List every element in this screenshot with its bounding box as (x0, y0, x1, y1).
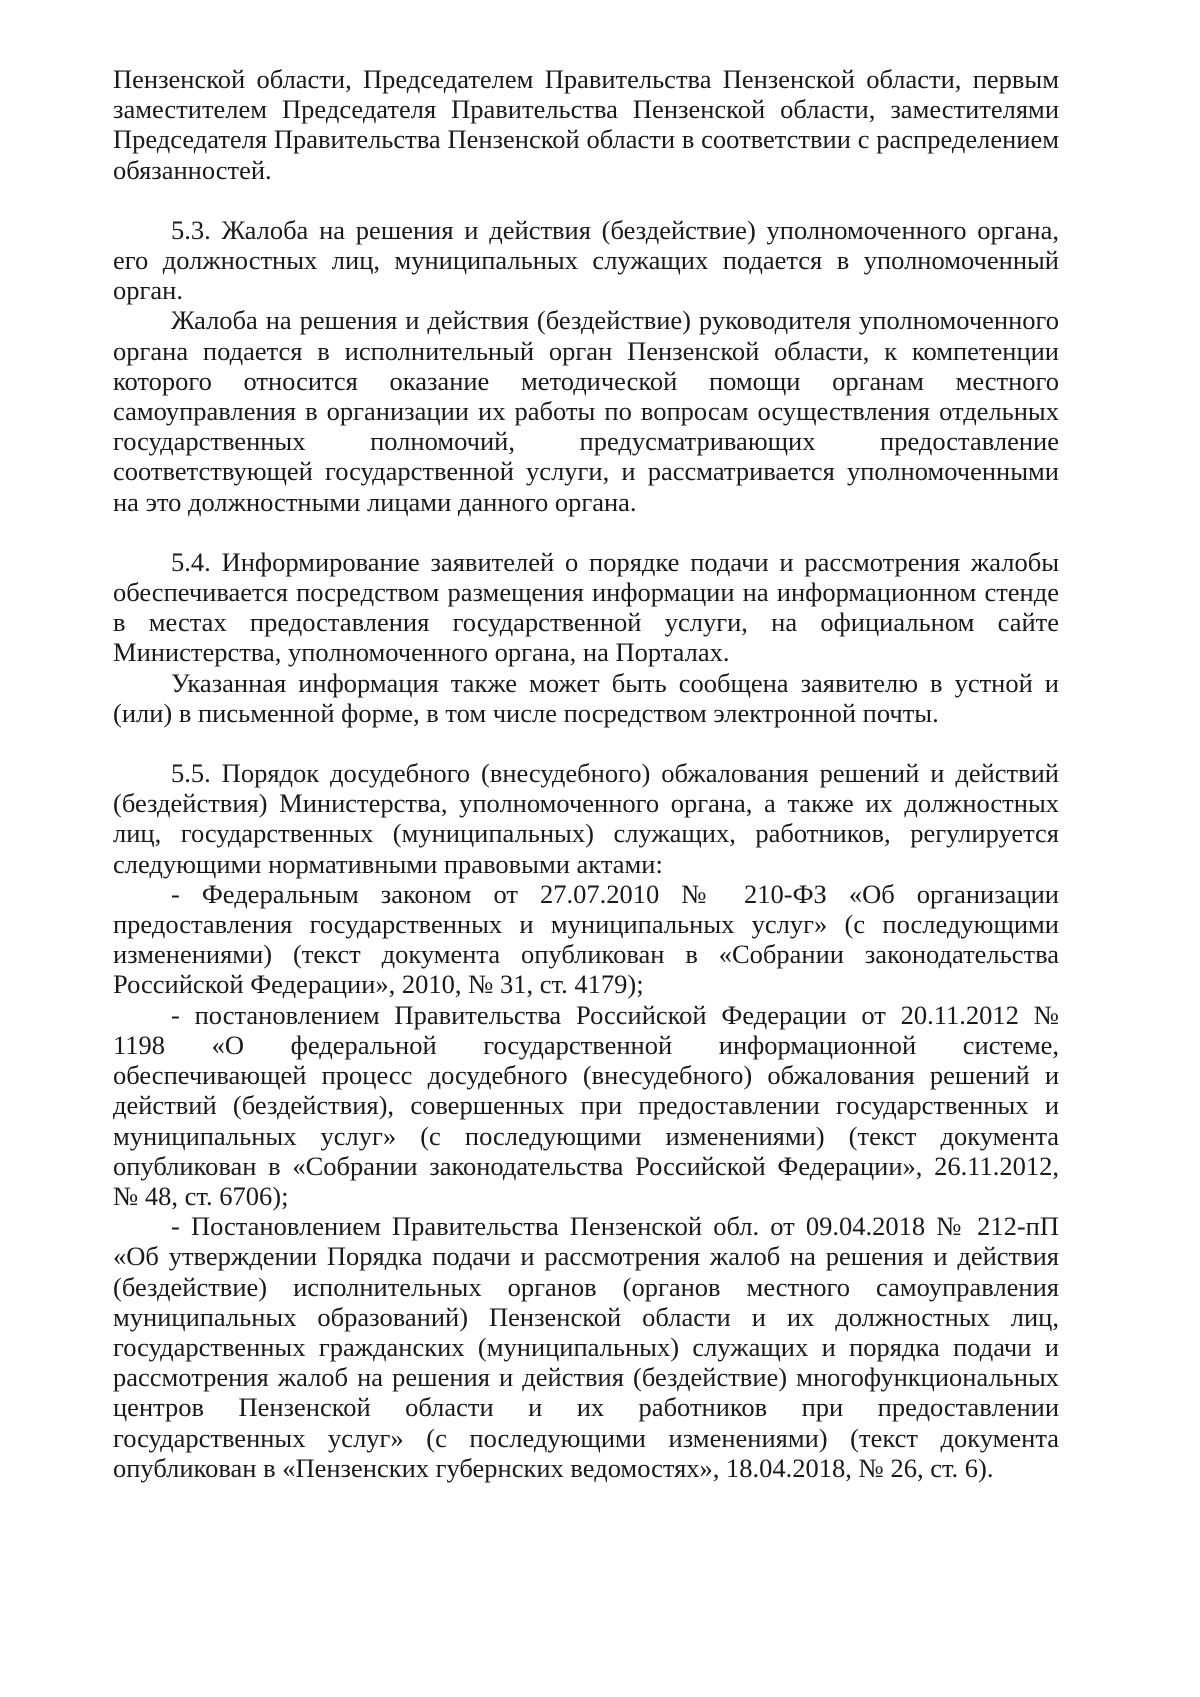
paragraph-5-5: 5.5. Порядок досудебного (внесудебного) обжалования решений и действий (бездействия) Министерства, уполномоченного органа, а также их должностных лиц, государственных (муниципальных) служащих, работников, регулируется следующими нормативными правовыми актами: (113, 758, 1059, 879)
document-page (113, 64, 1059, 1483)
paragraph-5-3-complaint-head: Жалоба на решения и действия (бездействие) руководителя уполномоченного органа подается в исполнительный орган Пензенской области, к компетенции которого относится оказание методической помощи органам местного самоуправления в организации их работы по вопросам осуществления отдельных государственных полномочий, предусматривающих предоставление соответствующей государственной услуги, и рассматривается уполномоченными на это должностными лицами данного органа. (113, 305, 1059, 517)
paragraph-continuation: Пензенской области, Председателем Правительства Пензенской области, первым заместителем Председателя Правительства Пензенской области, заместителями Председателя Правительства Пензенской области в соответствии с распределением обязанностей. (113, 64, 1059, 185)
paragraph-5-3: 5.3. Жалоба на решения и действия (бездействие) уполномоченного органа, его должностных лиц, муниципальных служащих подается в уполномоченный орган. (113, 214, 1059, 306)
paragraph-5-4-info: Указанная информация также может быть сообщена заявителю в устной и (или) в письменной форме, в том числе посредством электронной почты. (113, 667, 1059, 728)
list-item-rf-resolution: - постановлением Правительства Российской Федерации от 20.11.2012 № 1198 «О федеральной государственной информационной системе, обеспечивающей процесс досудебного (внесудебного) обжалования решений и действий (бездействия), совершенных при предоставлении государственных и муниципальных услуг» (с последующими изменениями) (текст документа опубликован в «Собрании законодательства Российской Федерации», 26.11.2012, № 48, ст. 6706); (113, 999, 1059, 1211)
paragraph-5-4: 5.4. Информирование заявителей о порядке подачи и рассмотрения жалобы обеспечивается посредством размещения информации на информационном стенде в местах предоставления государственной услуги, на официальном сайте Министерства, уполномоченного органа, на Порталах. (113, 546, 1059, 668)
list-item-penza-resolution: - Постановлением Правительства Пензенской обл. от 09.04.2018 № 212-пП «Об утверждении Порядка подачи и рассмотрения жалоб на решения и действия (бездействие) исполнительных органов (органов местного самоуправления муниципальных образований) Пензенской области и их должностных лиц, государственных гражданских (муниципальных) служащих и порядка подачи и рассмотрения жалоб на решения и действия (бездействие) многофункциональных центров Пензенской области и их работников при предоставлении государственных услуг» (с последующими изменениями) (текст документа опубликован в «Пензенских губернских ведомостях», 18.04.2018, № 26, ст. 6). (113, 1211, 1059, 1483)
list-item-federal-law: - Федеральным законом от 27.07.2010 № 210-ФЗ «Об организации предоставления государственных и муниципальных услуг» (с последующими изменениями) (текст документа опубликован в «Собрании законодательства Российской Федерации», 2010, № 31, ст. 4179); (113, 878, 1059, 1000)
